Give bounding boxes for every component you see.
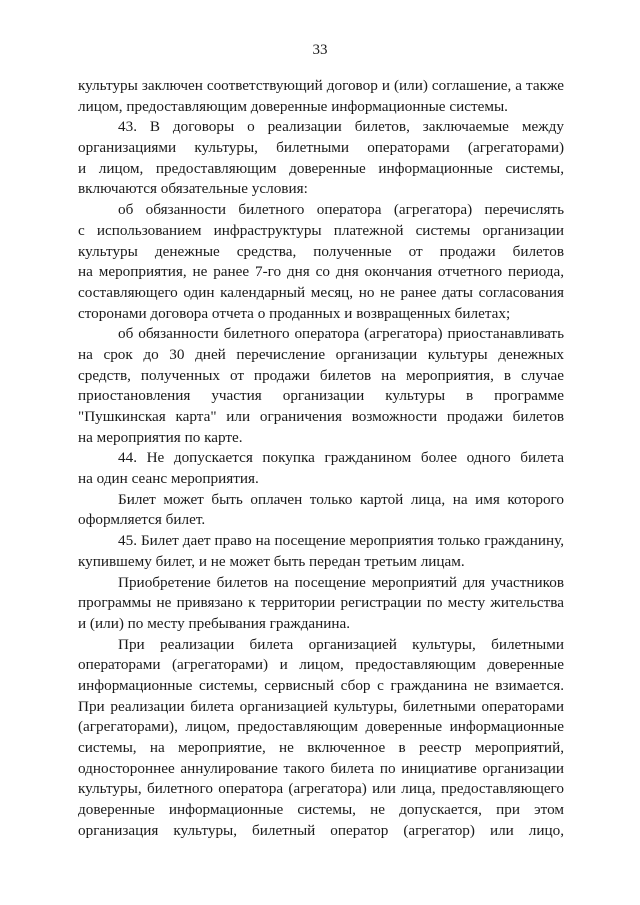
text-line: Билет может быть оплачен только картой лица, на имя которого — [118, 490, 564, 508]
text-line: включаются обязательные условия: — [78, 180, 308, 198]
text-line: и (или) по месту пребывания гражданина. — [78, 614, 351, 632]
text-line: об обязанности билетного оператора (агрегатора) приостанавливать — [118, 325, 564, 343]
text-line: системы, на мероприятие, не включенное в реестр мероприятий, — [78, 739, 564, 756]
text-line: 44. Не допускается покупка гражданином более одного билета — [118, 449, 564, 467]
text-line: лицом, предоставляющим доверенные информационные системы. — [78, 97, 508, 115]
text-line: об обязанности билетного оператора (агрегатора) перечислять — [118, 201, 564, 219]
document-body — [78, 76, 564, 841]
page-number: 33 — [312, 42, 328, 58]
text-line: При реализации билета организацией культуры, билетными — [118, 635, 564, 653]
text-line: 43. В договоры о реализации билетов, заключаемые между — [118, 118, 564, 136]
text-line: и лицом, предоставляющим доверенные информационные системы, — [78, 159, 564, 177]
text-line: информационные системы, сервисный сбор с гражданина не взимается. — [78, 676, 564, 694]
text-line: культуры заключен соответствующий договор и (или) соглашение, а также — [78, 77, 564, 94]
text-line: культуры, билетного оператора (агрегатора) или лица, предоставляющего — [78, 780, 564, 798]
text-line: на мероприятия, не ранее 7-го дня со дня окончания отчетного периода, — [78, 263, 564, 281]
text-line: (агрегаторами), лицом, предоставляющим доверенные информационные — [78, 718, 564, 736]
text-line: на срок до 30 дней перечисление организации культуры денежных — [78, 345, 564, 363]
text-line: сторонами договора отчета о проданных и возвращенных билетах; — [78, 304, 511, 322]
text-line: организация культуры, билетный оператор (агрегатор) или лицо, — [78, 821, 564, 839]
text-line: средств, полученных от продажи билетов на мероприятия, в случае — [78, 366, 564, 384]
text-line: культуры денежные средства, полученные от продажи билетов — [78, 242, 564, 260]
text-line: "Пушкинская карта" или ограничения возможности продажи билетов — [78, 408, 564, 425]
text-line: программы не привязано к территории регистрации по месту жительства — [78, 594, 564, 612]
text-line: с использованием инфраструктуры платежной системы организации — [78, 221, 564, 239]
text-line: 45. Билет дает право на посещение мероприятия только гражданину, — [118, 532, 564, 550]
text-line: купившему билет, и не может быть передан третьим лицам. — [78, 552, 465, 570]
text-line: составляющего один календарный месяц, но не ранее даты согласования — [78, 283, 564, 301]
text-line: операторами (агрегаторами) и лицом, предоставляющим доверенные — [78, 656, 564, 674]
text-line: организациями культуры, билетными операторами (агрегаторами) — [78, 139, 564, 157]
text-line: При реализации билета организацией культуры, билетными операторами — [78, 697, 564, 715]
text-line: доверенные информационные системы, не допускается, при этом — [78, 801, 564, 819]
text-line: оформляется билет. — [78, 511, 206, 529]
text-line: приостановления участия организации культуры в программе — [78, 387, 564, 405]
text-line: на мероприятия по карте. — [78, 428, 243, 446]
text-line: Приобретение билетов на посещение мероприятий для участников — [118, 573, 564, 591]
text-line: на один сеанс мероприятия. — [78, 470, 259, 488]
text-line: одностороннее аннулирование такого билета по инициативе организации — [78, 759, 564, 777]
